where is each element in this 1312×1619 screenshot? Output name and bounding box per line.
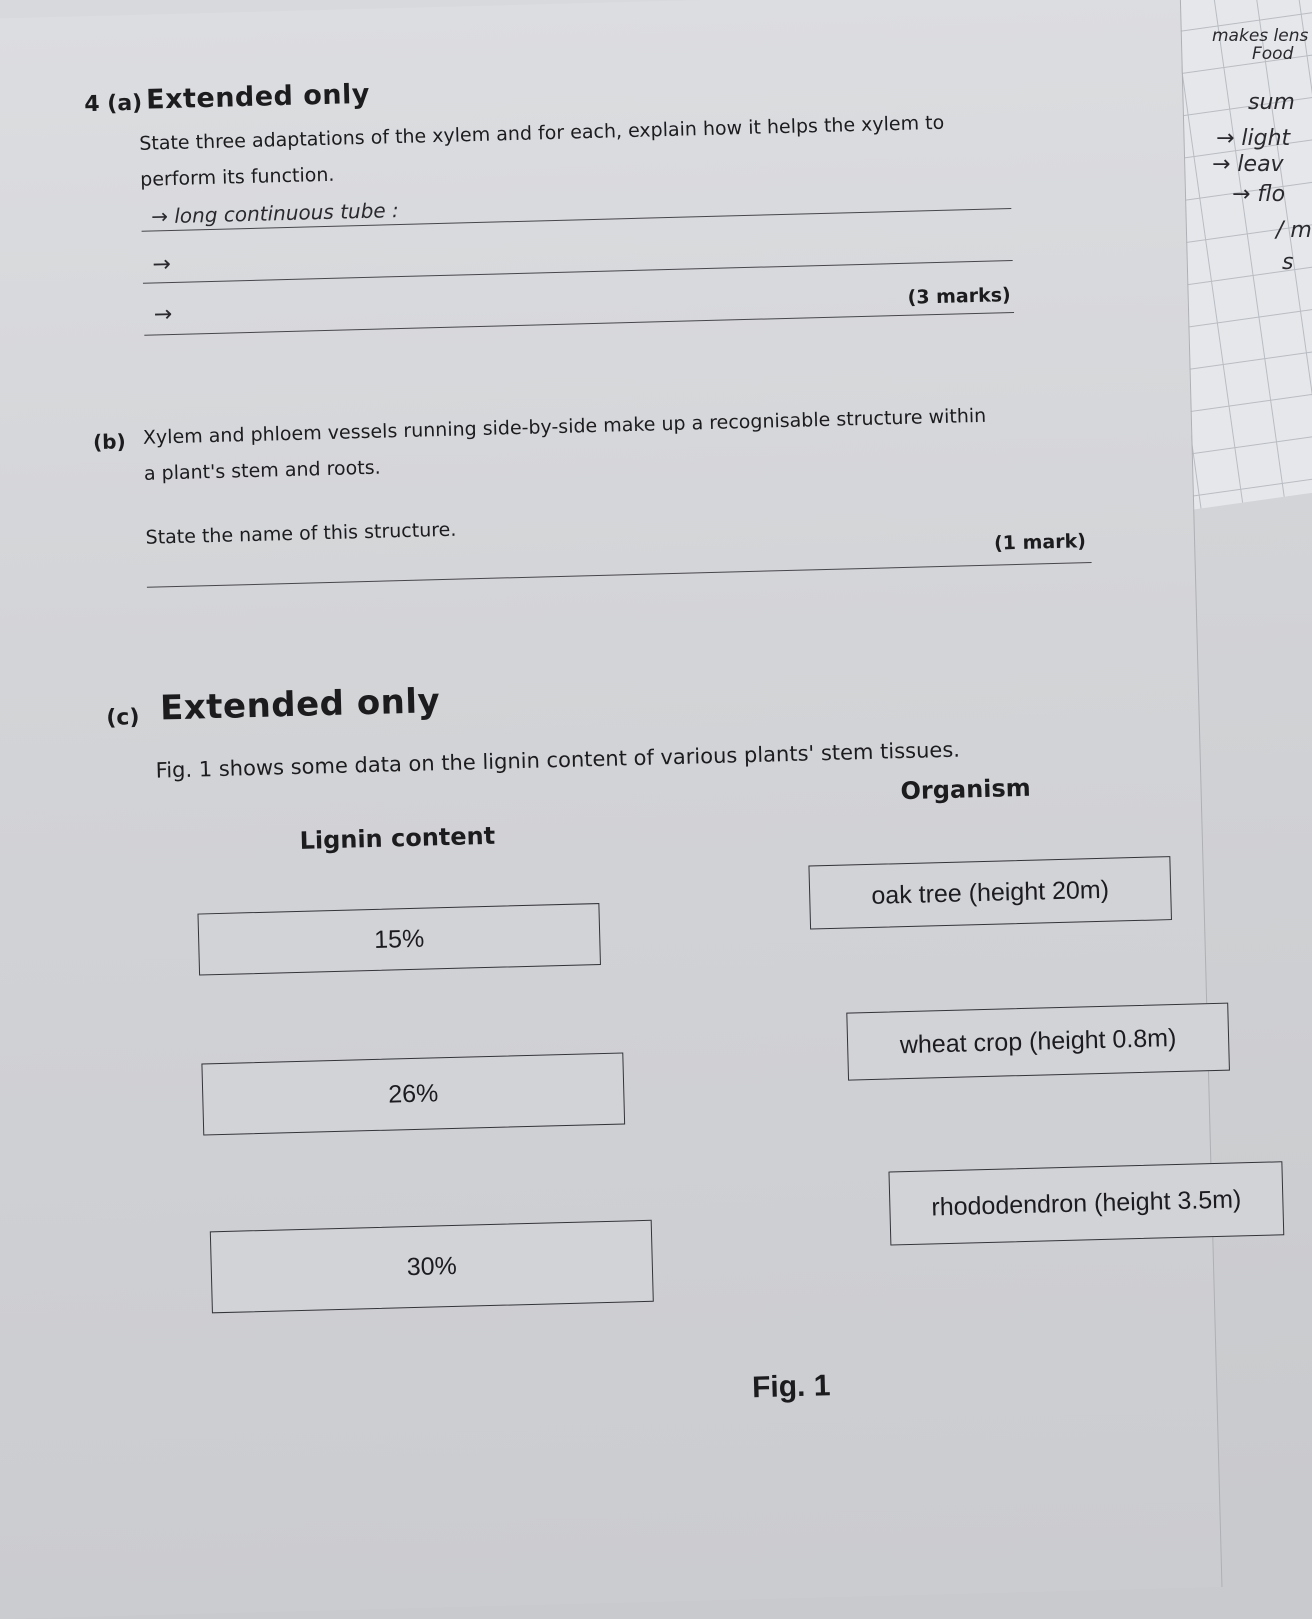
section-heading: Extended only: [145, 78, 371, 116]
question-label: (b): [92, 429, 127, 455]
notebook-note: makes lens: [1212, 26, 1309, 46]
question-prompt: Fig. 1 shows some data on the lignin content of various plants' stem tissues.: [155, 737, 961, 783]
answer-line: [143, 260, 1013, 284]
handwritten-answer: → long continuous tube :: [150, 198, 400, 229]
answer-line: [144, 312, 1014, 336]
section-heading: Extended only: [159, 681, 441, 729]
handwritten-answer: →: [152, 252, 172, 278]
question-prompt: State three adaptations of the xylem and for each, explain how it helps the xylem to: [139, 111, 945, 155]
organism-box[interactable]: wheat crop (height 0.8m): [846, 1003, 1230, 1081]
notebook-note: → leav: [1212, 152, 1284, 177]
column-heading-lignin: Lignin content: [299, 821, 496, 855]
handwritten-answer: →: [153, 302, 173, 328]
figure-caption: Fig. 1: [751, 1369, 831, 1405]
marks-label: (1 mark): [993, 530, 1087, 555]
notebook-note: → flo: [1232, 182, 1286, 207]
organism-box[interactable]: rhododendron (height 3.5m): [888, 1161, 1284, 1245]
column-heading-organism: Organism: [900, 773, 1032, 806]
answer-line: [147, 562, 1092, 588]
marks-label: (3 marks): [907, 284, 1011, 309]
notebook-note: Food: [1252, 44, 1294, 64]
lignin-box[interactable]: 15%: [197, 903, 600, 976]
question-instruction: State the name of this structure.: [145, 518, 457, 549]
question-prompt: perform its function.: [139, 163, 335, 191]
question-number: 4 (a): [83, 90, 143, 118]
notebook-note: sum: [1248, 90, 1295, 115]
notebook-note: → light: [1216, 126, 1291, 151]
lignin-box[interactable]: 26%: [201, 1052, 625, 1135]
question-prompt: Xylem and phloem vessels running side-by-side make up a recognisable structure within: [142, 404, 987, 449]
lignin-box[interactable]: 30%: [210, 1220, 654, 1314]
organism-box[interactable]: oak tree (height 20m): [808, 856, 1172, 929]
question-prompt: a plant's stem and roots.: [143, 456, 381, 485]
notebook-note: s: [1282, 250, 1294, 275]
notebook-note: / m: [1276, 218, 1312, 243]
question-label: (c): [106, 705, 140, 731]
